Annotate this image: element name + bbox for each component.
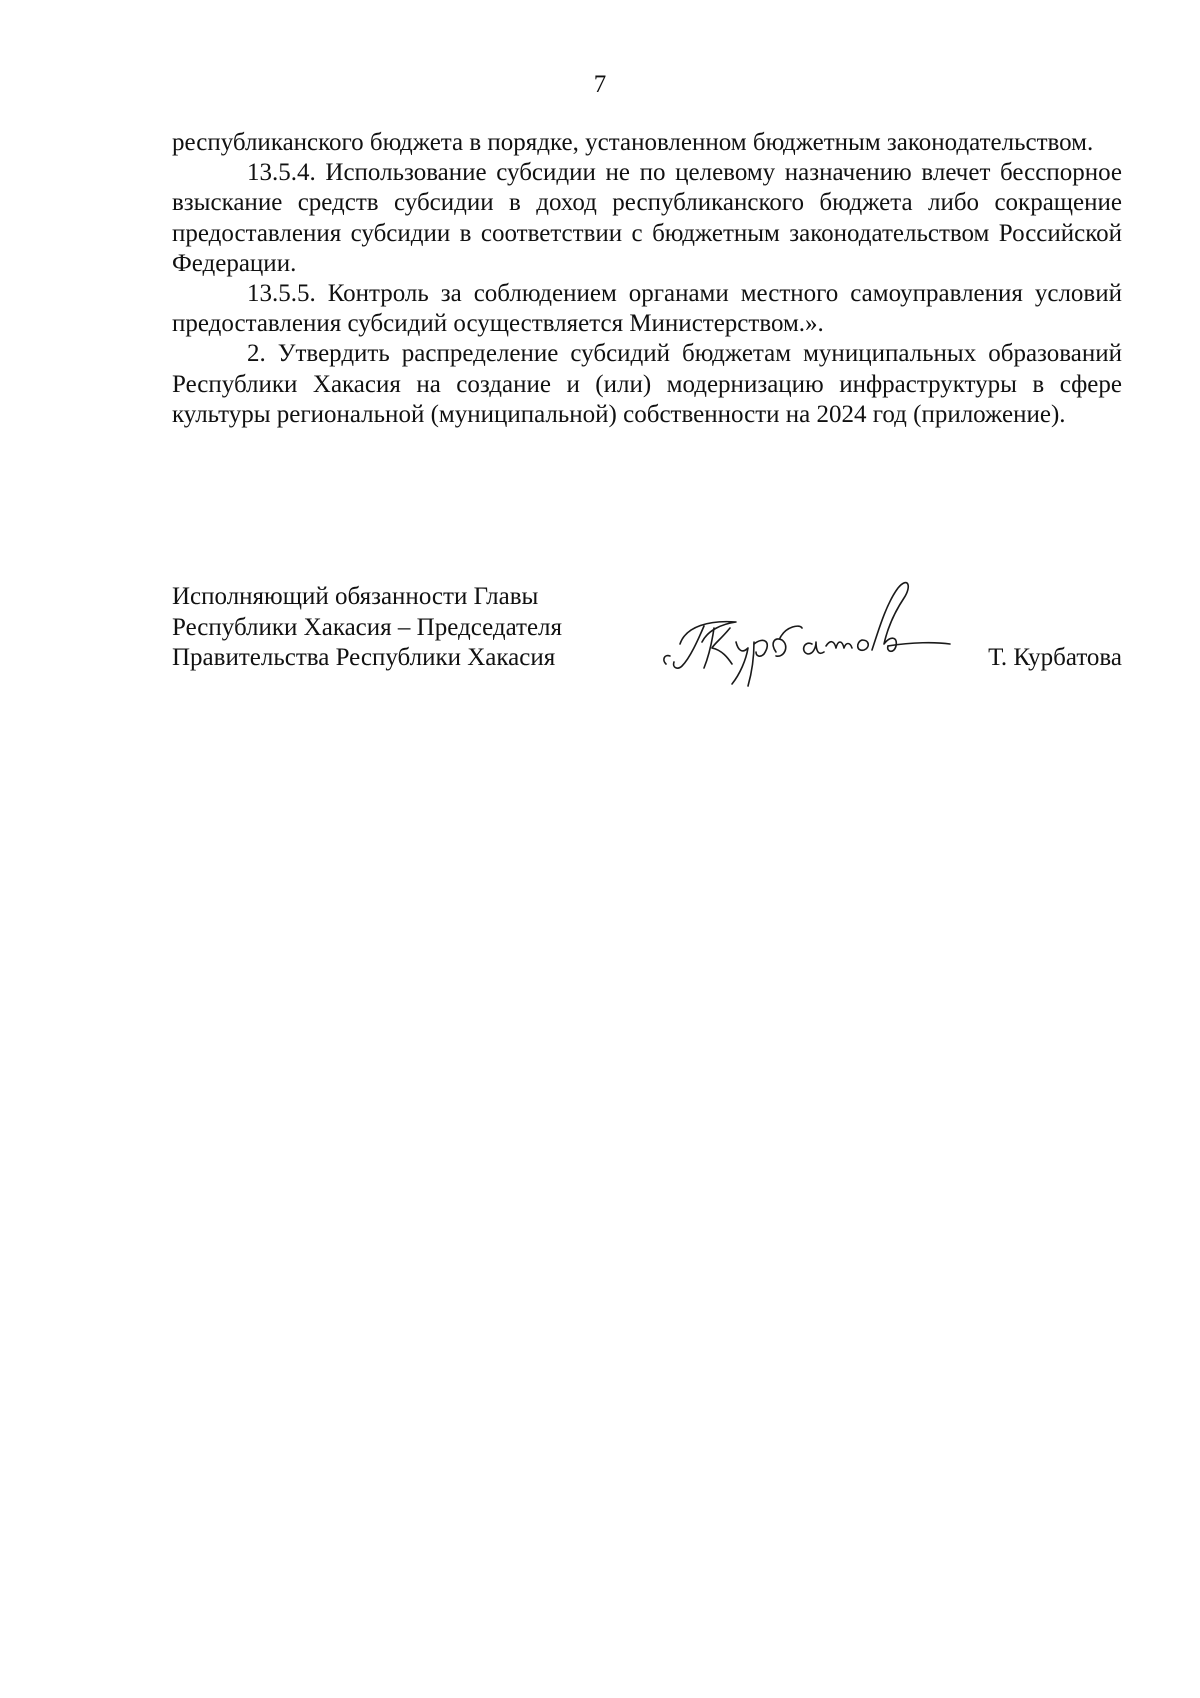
page-number: 7 xyxy=(593,71,607,98)
signer-title-line-1: Исполняющий обязанности Главы xyxy=(172,583,539,610)
handwritten-signature xyxy=(652,562,952,692)
paragraph-13-5-5: 13.5.5. Контроль за соблюдением органами местного самоуправления условий предоставления субсидий осуществляется Министерством.». xyxy=(172,280,1122,338)
signature-block xyxy=(172,582,1122,692)
paragraph-continuation: республиканского бюджета в порядке, установленном бюджетным законодательством. xyxy=(172,129,1094,156)
paragraph-item-2: 2. Утвердить распределение субсидий бюджетам муниципальных образований Республики Хакасия на создание и (или) модернизацию инфраструктуры в сфере культуры региональной (муниципальной) собственности на 2024 год (приложение). xyxy=(172,340,1122,428)
signer-title xyxy=(172,582,612,674)
signer-title-line-3: Правительства Республики Хакасия xyxy=(172,644,556,671)
signer-name: Т. Курбатова xyxy=(988,644,1122,671)
paragraph-13-5-4: 13.5.4. Использование субсидии не по целевому назначению влечет бесспорное взыскание средств субсидии в доход республиканского бюджета либо сокращение предоставления субсидии в соответствии с бюджетным законодательством Российской Федерации. xyxy=(172,159,1122,277)
signer-title-line-2: Республики Хакасия – Председателя xyxy=(172,613,563,641)
document-body xyxy=(172,128,1122,430)
